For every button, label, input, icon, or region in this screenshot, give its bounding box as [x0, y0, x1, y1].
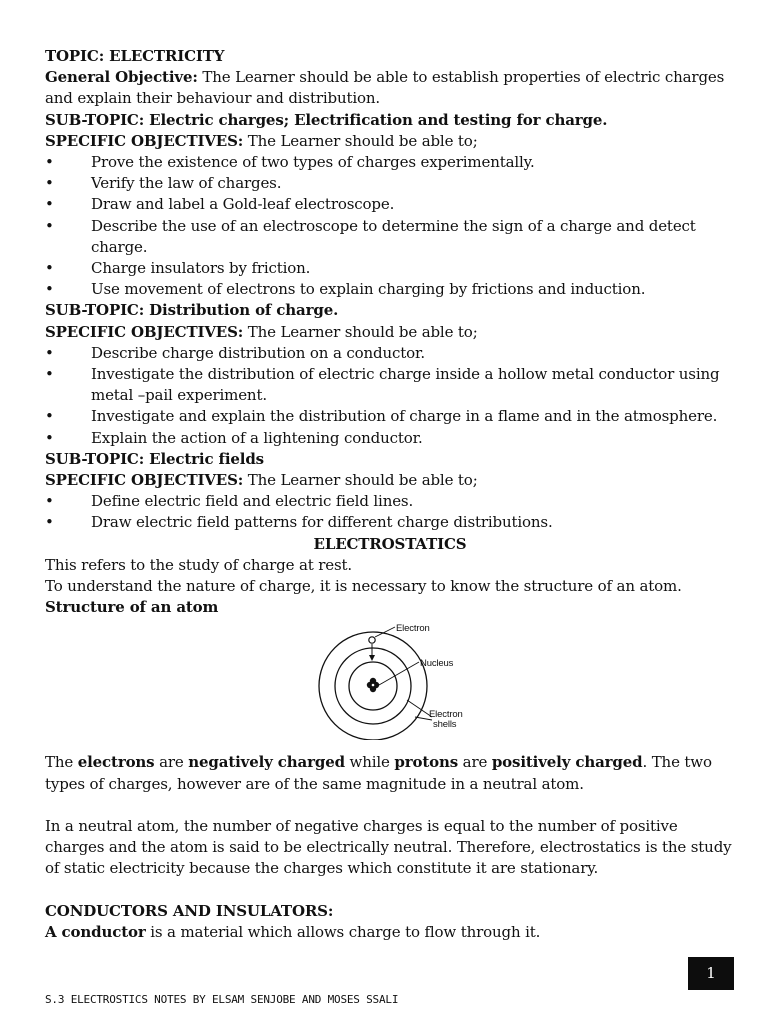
- list-item: • Describe charge distribution on a conductor.: [45, 343, 735, 364]
- electrostatics-intro: To understand the nature of charge, it is necessary to know the structure of an atom.: [45, 577, 682, 596]
- nucleus-icon: [367, 678, 379, 692]
- atom-diagram: [315, 622, 485, 740]
- negatively-charged-term: negatively charged: [188, 753, 345, 772]
- list-item: • Define electric field and electric field lines.: [45, 491, 735, 512]
- subtopic-3-title: SUB-TOPIC: Electric fields: [45, 449, 264, 468]
- subtopic-2-objectives: [45, 322, 735, 343]
- objectives-label: SPECIFIC OBJECTIVES:: [45, 471, 244, 490]
- protons-term: protons: [394, 753, 459, 772]
- list-item: • Use movement of electrons to explain charging by frictions and induction.: [45, 279, 735, 300]
- electron-label: Electron: [396, 623, 430, 635]
- objectives-text: The Learner should be able to;: [243, 471, 478, 490]
- footer-text: S.3 ELECTROSTICS NOTES BY ELSAM SENJOBE AND MOSES SSALI: [45, 993, 399, 1006]
- electrostatics-heading: ELECTROSTATICS: [313, 534, 467, 553]
- atom-structure-heading: Structure of an atom: [45, 598, 219, 617]
- nucleus-label: Nucleus: [420, 658, 454, 670]
- subtopic-1-list: [45, 152, 735, 300]
- conductor-definition: A conductor is a material which allows charge to flow through it.: [45, 922, 541, 941]
- subtopic-2-list: [45, 343, 735, 449]
- conductors-heading: CONDUCTORS AND INSULATORS:: [45, 901, 334, 920]
- list-item: • Verify the law of charges.: [45, 173, 735, 194]
- list-item: • Explain the action of a lightening conductor.: [45, 428, 735, 449]
- general-objective-label: General Objective:: [45, 68, 198, 87]
- charges-paragraph: The electrons are negatively charged while protons are positively charged. The two types of charges, however are of the same magnitude in a neutral atom.: [45, 753, 712, 793]
- subtopic-1-objectives: [45, 131, 735, 152]
- list-item: • Describe the use of an electroscope to determine the sign of a charge and detect charge.: [45, 216, 735, 258]
- list-item: • Investigate and explain the distribution of charge in a flame and in the atmosphere.: [45, 406, 735, 427]
- subtopic-3-list: [45, 491, 735, 533]
- general-objective: [45, 67, 735, 109]
- objectives-label: SPECIFIC OBJECTIVES:: [45, 131, 244, 150]
- list-item: • Draw and label a Gold-leaf electroscope.: [45, 194, 735, 215]
- electrostatics-definition: This refers to the study of charge at rest.: [45, 555, 353, 574]
- positively-charged-term: positively charged: [491, 753, 643, 772]
- objectives-text: The Learner should be able to;: [243, 322, 478, 341]
- electron-icon: [369, 637, 375, 643]
- general-objective-text: The Learner should be able to establish properties of electric charges and explain their behaviour and distribution.: [45, 68, 725, 108]
- electron-shells-label-line2: shells: [433, 719, 457, 731]
- page-number-box: 1: [688, 957, 734, 990]
- subtopic-1-title: SUB-TOPIC: Electric charges; Electrification and testing for charge.: [45, 110, 608, 129]
- atom-figure: [45, 618, 735, 752]
- topic-heading: TOPIC: ELECTRICITY: [45, 47, 225, 65]
- document-page: [45, 46, 735, 943]
- electrons-term: electrons: [77, 753, 155, 772]
- objectives-text: The Learner should be able to;: [243, 131, 478, 150]
- neutral-atom-paragraph: In a neutral atom, the number of negative charges is equal to the number of positive charges and the atom is said to be electrically neutral. Therefore, electrostatics is the study of static electricity because the charges which constitute it are stationary.: [45, 816, 732, 878]
- list-item: • Investigate the distribution of electric charge inside a hollow metal conductor using metal –pail experiment.: [45, 364, 735, 406]
- list-item: • Prove the existence of two types of charges experimentally.: [45, 152, 735, 173]
- electron-shells-label-line1: Electron: [429, 709, 463, 721]
- subtopic-3-objectives: [45, 470, 735, 491]
- subtopic-2-title: SUB-TOPIC: Distribution of charge.: [45, 301, 339, 320]
- list-item: • Draw electric field patterns for different charge distributions.: [45, 512, 735, 533]
- conductor-term: A conductor: [45, 922, 146, 941]
- list-item: • Charge insulators by friction.: [45, 258, 735, 279]
- objectives-label: SPECIFIC OBJECTIVES:: [45, 322, 244, 341]
